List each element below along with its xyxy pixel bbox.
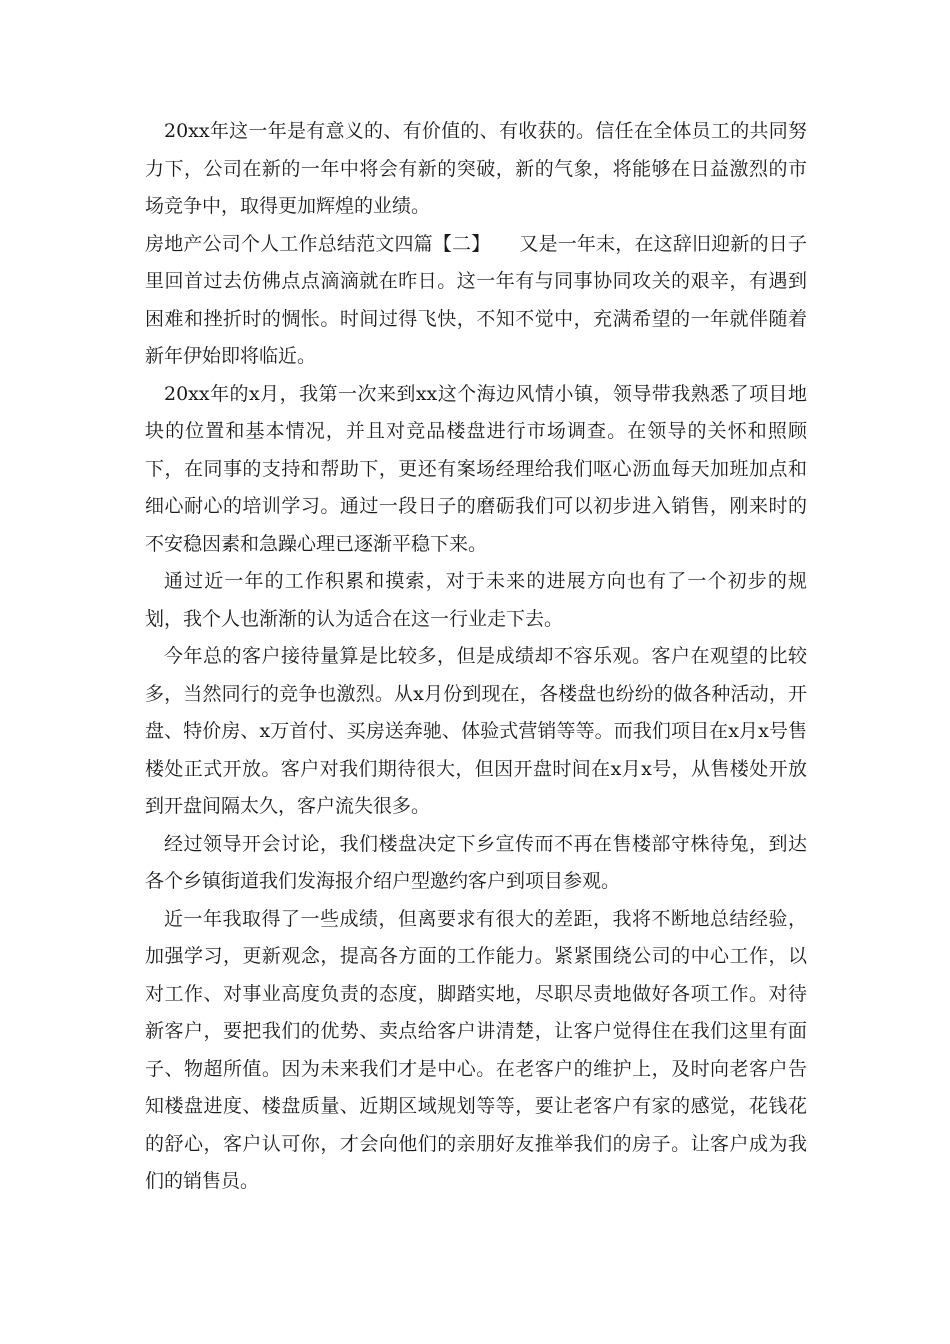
document-body <box>145 113 807 1201</box>
paragraph-7: 近一年我取得了一些成绩，但离要求有很大的差距，我将不断地总结经验，加强学习，更新观念，提高各方面的工作能力。紧紧围绕公司的中心工作，以对工作、对事业高度负责的态度，脚踏实地，尽职尽责地做好各项工作。对待新客户，要把我们的优势、卖点给客户讲清楚，让客户觉得住在我们这里有面子、物超所值。因为未来我们才是中心。在老客户的维护上，及时向老客户告知楼盘进度、楼盘质量、近期区域规划等等，要让老客户有家的感觉，花钱花的舒心，客户认可你，才会向他们的亲朋好友推举我们的房子。让客户成为我们的销售员。 <box>145 907 807 1192</box>
paragraph-2-with-heading: 房地产公司个人工作总结范文四篇【二】 又是一年末，在这辞旧迎新的日子里回首过去仿佛点点滴滴就在昨日。这一年有与同事协同攻关的艰辛，有遇到困难和挫折时的惆怅。时间过得飞快，不知不觉中，充满希望的一年就伴随着新年伊始即将临近。 <box>145 232 807 367</box>
paragraph-6: 经过领导开会讨论，我们楼盘决定下乡宣传而不再在售楼部守株待兔，到达各个乡镇街道我们发海报介绍户型邀约客户到项目参观。 <box>145 832 807 892</box>
paragraph-1: 20xx年这一年是有意义的、有价值的、有收获的。信任在全体员工的共同努力下，公司在新的一年中将会有新的突破，新的气象，将能够在日益激烈的市场竞争中，取得更加辉煌的业绩。 <box>145 120 807 217</box>
paragraph-4: 通过近一年的工作积累和摸索，对于未来的进展方向也有了一个初步的规划，我个人也渐渐的认为适合在这一行业走下去。 <box>145 570 807 630</box>
paragraph-5: 今年总的客户接待量算是比较多，但是成绩却不容乐观。客户在观望的比较多，当然同行的竞争也激烈。从x月份到现在，各楼盘也纷纷的做各种活动，开盘、特价房、x万首付、买房送奔驰、体验式营销等等。而我们项目在x月x号售楼处正式开放。客户对我们期待很大，但因开盘时间在x月x号，从售楼处开放到开盘间隔太久，客户流失很多。 <box>145 645 807 817</box>
paragraph-3: 20xx年的x月，我第一次来到xx这个海边风情小镇，领导带我熟悉了项目地块的位置和基本情况，并且对竞品楼盘进行市场调查。在领导的关怀和照顾下，在同事的支持和帮助下，更还有案场经理给我们呕心沥血每天加班加点和细心耐心的培训学习。通过一段日子的磨砺我们可以初步进入销售，刚来时的不安稳因素和急躁心理已逐渐平稳下来。 <box>145 382 807 555</box>
